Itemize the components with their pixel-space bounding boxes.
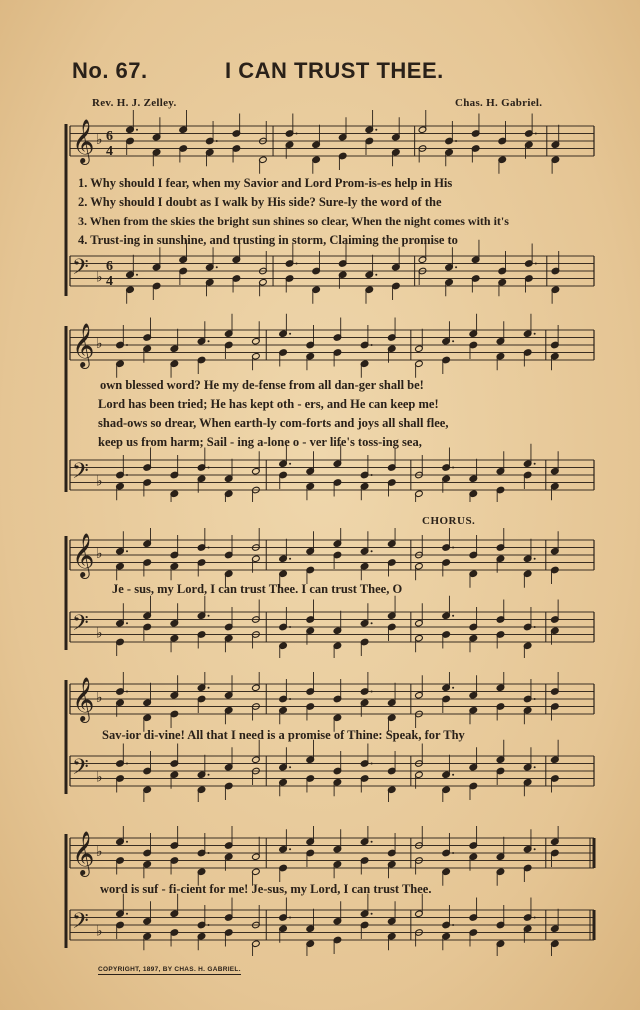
time-signature-bottom: 4 — [106, 144, 113, 159]
words-credit: Rev. H. J. Zelley. — [92, 97, 177, 109]
treble-staff-1 — [70, 110, 594, 174]
time-signature-top: 6 — [106, 129, 113, 144]
bass-clef-icon: 𝄢 — [72, 909, 89, 938]
flat-icon: ♭ — [96, 845, 103, 860]
verse-1-line-2: own blessed word? He my de-fense from all dan-ger shall be! — [100, 378, 424, 392]
bass-staff-4 — [70, 740, 594, 802]
flat-icon: ♭ — [96, 133, 103, 148]
flat-icon: ♭ — [96, 626, 103, 642]
treble-staff-5 — [70, 826, 594, 886]
time-signature-top: 6 — [106, 259, 113, 274]
verse-2-line-1: 2. Why should I doubt as I walk by His side? Sure-ly the word of the — [78, 195, 442, 209]
flat-icon: ♭ — [96, 337, 103, 352]
bass-clef-icon: 𝄢 — [72, 255, 89, 284]
chorus-line-3: word is suf - fi-cient for me! Je-sus, my Lord, I can trust Thee. — [100, 882, 432, 896]
chorus-label: CHORUS. — [422, 515, 476, 527]
flat-icon: ♭ — [96, 770, 103, 786]
music-credit: Chas. H. Gabriel. — [455, 97, 543, 109]
treble-staff-2 — [70, 314, 594, 378]
bass-clef-icon: 𝄢 — [72, 611, 89, 640]
flat-icon: ♭ — [96, 691, 103, 706]
verse-2-line-2: Lord has been tried; He has kept oth - ers, and He can keep me! — [98, 397, 439, 411]
treble-clef-icon: 𝄞 — [72, 833, 95, 875]
copyright-notice: COPYRIGHT, 1897, BY CHAS. H. GABRIEL. — [98, 966, 241, 973]
bass-clef-icon: 𝄢 — [72, 459, 89, 488]
flat-icon: ♭ — [96, 924, 103, 940]
flat-icon: ♭ — [96, 474, 103, 490]
verse-3-line-1: 3. When from the skies the bright sun shines so clear, When the night comes with it's — [78, 214, 509, 228]
bass-staff-1 — [70, 240, 594, 304]
system-1-staves — [0, 110, 640, 310]
bass-clef-icon: 𝄢 — [72, 755, 89, 784]
treble-staff-3 — [70, 528, 594, 588]
treble-clef-icon: 𝄞 — [72, 121, 95, 163]
bass-staff-5 — [70, 894, 594, 956]
verse-3-line-2: shad-ows so drear, When earth-ly com-forts and joys all shall flee, — [98, 416, 449, 430]
time-signature-bottom: 4 — [106, 274, 113, 289]
flat-icon: ♭ — [96, 547, 103, 562]
treble-clef-icon: 𝄞 — [72, 535, 95, 577]
chorus-line-1: Je - sus, my Lord, I can trust Thee. I can trust Thee, O — [112, 582, 403, 596]
bass-staff-2 — [70, 444, 594, 502]
verse-1-line-1: 1. Why should I fear, when my Savior and Lord Prom-is-es help in His — [78, 176, 453, 190]
verse-4-line-2: keep us from harm; Sail - ing a-lone o - ver life's toss-ing sea, — [98, 435, 422, 449]
hymn-title: I CAN TRUST THEE. — [225, 58, 444, 83]
treble-clef-icon: 𝄞 — [72, 679, 95, 721]
verse-4-line-1: 4. Trust-ing in sunshine, and trusting in storm, Claiming the promise to — [78, 233, 458, 247]
treble-clef-icon: 𝄞 — [72, 325, 95, 367]
bass-staff-3 — [70, 596, 594, 658]
chorus-line-2: Sav-ior di-vine! All that I need is a promise of Thine: Speak, for Thy — [102, 728, 465, 742]
treble-staff-4 — [70, 672, 594, 732]
flat-icon: ♭ — [96, 270, 103, 286]
hymn-number: No. 67. — [72, 58, 148, 83]
